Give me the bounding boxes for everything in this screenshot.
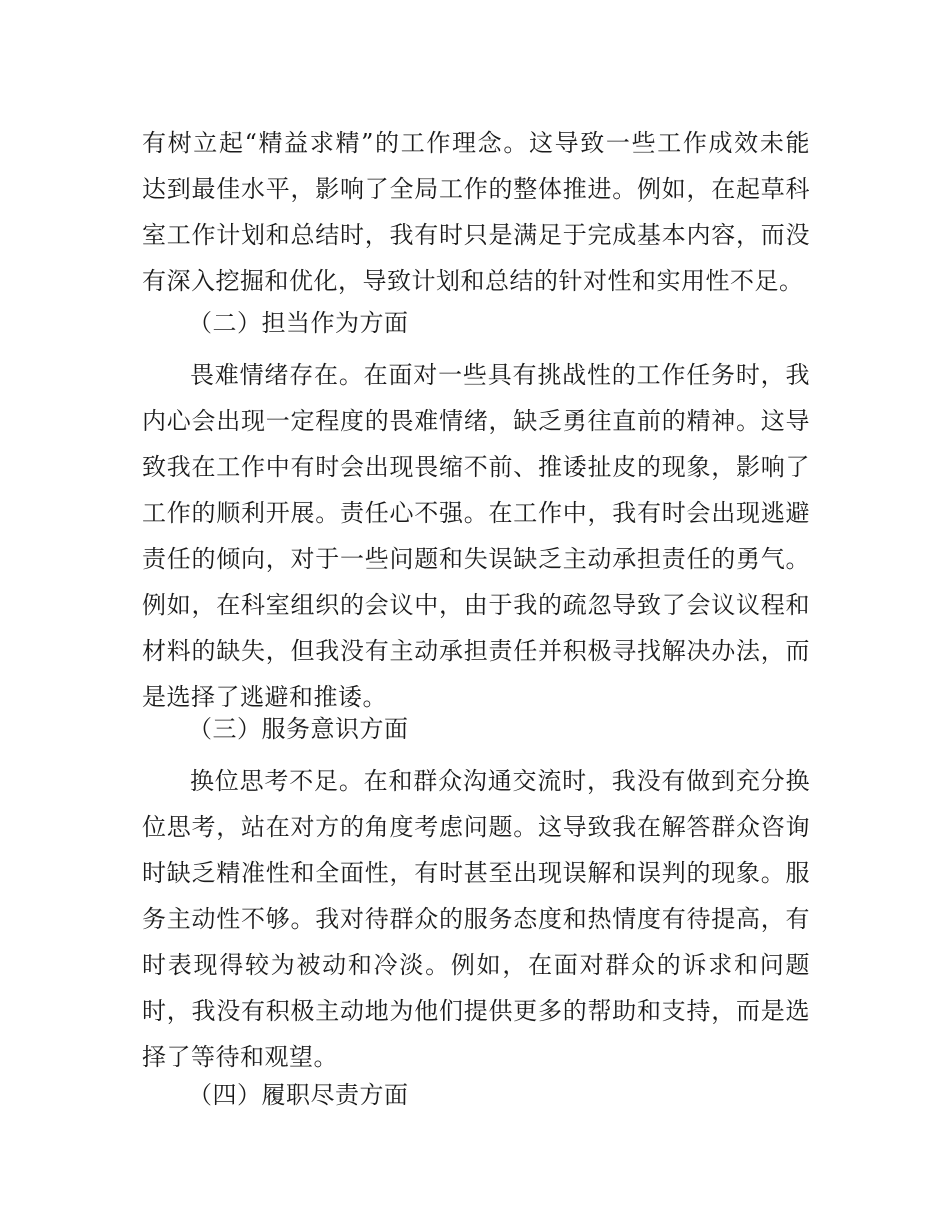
- text-line: 时缺乏精准性和全面性，有时甚至出现误解和误判的现象。服: [142, 859, 810, 887]
- text-line: 是选择了逃避和推诿。: [142, 683, 387, 711]
- text-line: 时表现得较为被动和冷淡。例如，在面对群众的诉求和问题: [142, 951, 810, 979]
- text-line: 择了等待和观望。: [142, 1043, 338, 1071]
- section-heading-duty: （四）履职尽责方面: [188, 1081, 409, 1109]
- paragraph-service: [142, 758, 810, 1080]
- text-line: 材料的缺失，但我没有主动承担责任并积极寻找解决办法，而: [142, 637, 810, 665]
- text-line: 时，我没有积极主动地为他们提供更多的帮助和支持，而是选: [142, 997, 810, 1025]
- text-line: 致我在工作中有时会出现畏缩不前、推诿扯皮的现象，影响了: [142, 453, 810, 481]
- text-line: 内心会出现一定程度的畏难情绪，缺乏勇往直前的精神。这导: [142, 407, 810, 435]
- text-line: 有树立起“精益求精”的工作理念。这导致一些工作成效未能: [142, 129, 810, 157]
- text-line: 达到最佳水平，影响了全局工作的整体推进。例如，在起草科: [142, 175, 810, 203]
- paragraph-responsibility: [142, 352, 810, 720]
- section-heading-service: （三）服务意识方面: [188, 715, 409, 743]
- text-line: 责任的倾向，对于一些问题和失误缺乏主动承担责任的勇气。: [142, 545, 810, 573]
- text-line: 例如，在科室组织的会议中，由于我的疏忽导致了会议议程和: [142, 591, 810, 619]
- section-heading-responsibility: （二）担当作为方面: [188, 309, 409, 337]
- text-line: 室工作计划和总结时，我有时只是满足于完成基本内容，而没: [142, 221, 810, 249]
- paragraph-work-philosophy: [142, 120, 810, 304]
- text-line: 换位思考不足。在和群众沟通交流时，我没有做到充分换: [190, 767, 810, 795]
- text-line: 畏难情绪存在。在面对一些具有挑战性的工作任务时，我: [190, 361, 810, 389]
- text-line: 有深入挖掘和优化，导致计划和总结的针对性和实用性不足。: [142, 267, 804, 295]
- text-line: 务主动性不够。我对待群众的服务态度和热情度有待提高，有: [142, 905, 810, 933]
- text-line: 位思考，站在对方的角度考虑问题。这导致我在解答群众咨询: [142, 813, 810, 841]
- text-line: 工作的顺利开展。责任心不强。在工作中，我有时会出现逃避: [142, 499, 810, 527]
